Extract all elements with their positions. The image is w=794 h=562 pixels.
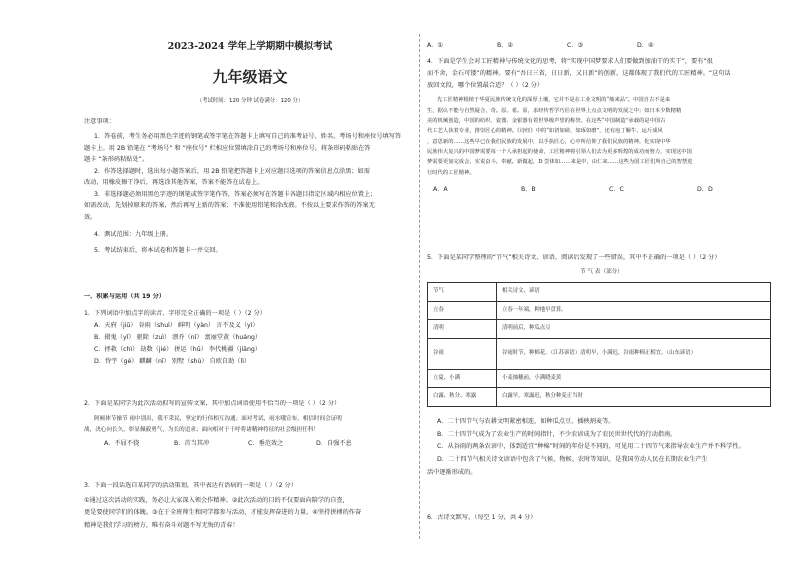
table-cell: 立夏、小满 — [428, 369, 497, 388]
option-a: A．A — [433, 185, 448, 193]
option-a: A．天府（jiǔ） 谷雨（shuì） 鲜明（yàn） 言不及义（yì） — [94, 322, 259, 330]
passage-line: 战，决心向长久，彰显佩毅勇气，为长的追求；面向相对于千呼将诸精神将征的社会级担任科！ — [84, 426, 319, 433]
notice-line: 题卡 “条形码粘贴处”。 — [84, 156, 149, 164]
option-b: B．② — [497, 42, 513, 49]
table-cell: 谷雨 — [428, 338, 497, 369]
passage-line: 行时代的工匠精神。 — [427, 169, 475, 176]
notice-heading: 注意事项： — [84, 118, 115, 125]
passage-line: 梦需要更加完成会，实说奋斗。奉献。新做起，D 尝体如……来是中，由仁来……这些为国工匠们所自己的智慧进 — [427, 159, 693, 166]
notice-line: 5．考试结束后，将本试卷和答题卡一并交回。 — [94, 246, 222, 254]
option-d: D．D — [697, 185, 713, 193]
question-5-stem: 5．下面是某同学整理的“节气”相关诗文、谚语，阅读后发现了一些错误，其中不正确的一项是（ ）（2 分） — [427, 254, 721, 261]
exam-subject: 九年级语文 — [212, 68, 288, 86]
passage-line: 精神是我们学习的榜方，唯有奋斗对题不写无悔的青春！ — [84, 521, 239, 529]
notice-section — [84, 118, 416, 256]
notice-line: 4．测试范围：九年级上册。 — [94, 231, 173, 239]
option-c: C．从谷雨的两条农谚中，体到适宜“种棉”时间的年份是不同的，可见用二十四节气来指导农业生产并不科学性。 — [437, 443, 745, 451]
passage-line: 生，据认不能与自然疑合，奇。原。希。原，求经传哲学巧匠在世界上点点文明的发展之中；如日本少数精精 — [427, 107, 682, 114]
notice-line: 2．作答选择题时，选出每小题答案后，用 2B 铅笔把答题卡上对应题目选项的答案信息点涂黑；如需 — [94, 167, 370, 175]
notice-line: 3．非选择题必须用黑色字迹的钢笔或签字笔作答，答案必须写在答题卡各题目指定区域内相应位置上； — [94, 190, 377, 198]
table-row — [428, 301, 771, 320]
table-cell: 谷雨时节，种棉花。（江苏谚语）清明早，小满迟，谷雨种棉正相宜。（山东谚语） — [497, 338, 771, 369]
exam-meta: （考试时间：120 分钟 试卷满分：120 分） — [196, 98, 304, 104]
table-cell: 白露早，寒露迟，秋分种麦正当时 — [497, 388, 771, 407]
option-a: A．① — [427, 42, 443, 49]
notice-line: 题卡上。用 2B 铅笔在 “考场号” 和 “座位号” 栏相应位置填涂自己的考场号和座位号。将条形码粘贴在答 — [84, 144, 371, 152]
passage-line: 阿顿体节操节 雨中别出，我不采民，坚定的行伟相互沟通；面对考试，雨水哦宣布，相信时间会证明 — [94, 416, 342, 423]
table-row — [428, 320, 771, 339]
question-stem: 放回文段，哪个位置最合适？（ ）（2 分） — [427, 82, 544, 90]
table-caption: 节 气 表（部分） — [580, 269, 623, 275]
option-d: D．恃宇（gé） 麒麟（nǐ） 别墅（shù） 自欧自助（lì） — [94, 358, 251, 366]
option-c: C．拯救（chì） 劫数（jié） 拼运（hū） 李代桃疆（jiāng） — [94, 346, 261, 354]
notice-line: 1．答卷前，考生务必用黑色字迹的钢笔或签字笔在答题卡上填写自己的准考证号、姓名、考场号和座位号填写答 — [94, 133, 402, 141]
question-stem: 1．下列词语中加点字的读音、字形完全正确的一项是（ ）（2 分） — [84, 310, 266, 317]
table-cell: 清明前后，种瓜点豆 — [497, 320, 771, 339]
option-b: B．二十四节气成为了农业生产的时间指针，不少农谚成为了农民世世代代的行动指南。 — [437, 430, 677, 438]
table-cell: 白露、秋分、寒露 — [428, 388, 497, 407]
table-row — [428, 283, 771, 302]
option-c: C．C — [609, 185, 624, 193]
question-5-options — [427, 416, 779, 480]
option-d: D．④ — [637, 42, 654, 49]
question-2 — [84, 400, 416, 448]
question-3-options — [427, 42, 654, 50]
table-header-cell: 相关诗文、谚语 — [497, 283, 771, 302]
passage-line: 更是要使同学们的体魄。③在于全班师生和同学都参与活动，才能发挥奋进的力量。④坚持拼搏的作奋 — [84, 509, 362, 517]
option-b: B．首当其冲 — [174, 439, 210, 447]
option-d: D．二十四节气相关诗文谚语中包含了气候、物候、农时等知识，是我国劳动人民在长期农业生产生 — [437, 456, 708, 464]
exam-title: 2023-2024 学年上学期期中模拟考试 — [167, 41, 333, 52]
table-cell: 小麦抽穗前，小满晓麦黄 — [497, 369, 771, 388]
question-6-stem: 6．古诗文默写。（每空 1 分，共 4 分） — [427, 514, 537, 521]
question-3 — [84, 482, 416, 532]
notice-line: 效。 — [84, 213, 97, 221]
solar-terms-table — [427, 282, 771, 407]
option-d-continued: 活中逐渐形成的。 — [427, 468, 477, 476]
notice-line: 如需改动，先划掉原来的答案，然后再写上新的答案；不准使用铅笔和涂改液。不按以上要求作答的答案无 — [84, 202, 375, 210]
question-stem: 4．下面是学生会对工匠精神与传统文化的思考，将“实现中国梦要求人们要做到加油干的实干”，要有“很 — [427, 58, 713, 65]
option-b: B．摄鬼（yǐ） 驱除（zuì） 漂乔（nǐ） 富丽堂黄（huáng） — [94, 334, 262, 342]
question-stem: 2．下面是某同学为此次活动拟写的宣传文案，其中加点词语使用不恰当的一项是（ ）（2 分） — [84, 400, 341, 407]
option-c: C．③ — [567, 42, 584, 49]
table-row — [428, 338, 771, 369]
notice-line: 改动，用橡皮擦干净后，再选涂其他答案，答案不能答在试卷上。 — [84, 179, 264, 187]
option-a: A．二十四节气与农耕文明紧密相连，如种瓜点豆、插秧割麦等。 — [437, 418, 615, 425]
table-cell: 立春 — [428, 301, 497, 320]
section-heading: 一、积累与运用（共 19 分） — [84, 293, 165, 300]
column-divider — [419, 34, 420, 539]
passage-line: 美的机械创造，中国的纺织、瓷器、金银器有着世界级声望的称誉。在这些“中国制造”承载的是中国古 — [427, 117, 666, 124]
option-a: A．不屈不挠 — [104, 439, 140, 447]
passage-line: ①通过这次活动的实践，务必让大家深入领会作精神。②此次活动的目的不仅要面向陪学的自查， — [84, 497, 349, 505]
table-row — [428, 388, 771, 407]
table-cell: 立春一年端，种地早盘算。 — [497, 301, 771, 320]
table-row — [428, 369, 771, 388]
passage-line: 先工匠精神根植于华夏民族传统文化的深厚土壤，它并不是在工业文明的“舶来品”。中国自古不是来 — [437, 97, 671, 104]
question-4 — [427, 56, 779, 194]
question-stem: 而不舍，金石可镂”的精神。要有“吾日三省，日日新，又日新”的创新，这都体现了我们代的工匠精神。“这句话 — [427, 70, 731, 78]
table-header-cell: 节气 — [428, 283, 497, 302]
table-cell: 清明 — [428, 320, 497, 339]
question-stem: 3．下面一段话选自某同学的活动策划，其中表达有语病的一项是（ ）（2 分） — [84, 482, 297, 489]
passage-line: ，意思新的……这些早已在我们民族的发展中，以手执匠心，心中所信仰了我们民族的精神。化实现中华 — [427, 138, 671, 145]
option-c: C．垂范效之 — [248, 439, 284, 447]
question-1 — [84, 308, 416, 368]
option-b: B．B — [521, 185, 536, 193]
passage-line: 民族伟大复兴的中国梦需要每一个人承担起的使命，工匠精神将引领人们去为更多辉煌的成功而努力，实现这中国 — [427, 148, 692, 155]
option-d: D．自强不息 — [316, 439, 352, 447]
passage-line: 代工艺人执着专业，推崇匠心的精神。《诗经》中的“如切如磋，如琢如磨”，还有庖丁解牛、运斤成风 — [427, 128, 663, 135]
